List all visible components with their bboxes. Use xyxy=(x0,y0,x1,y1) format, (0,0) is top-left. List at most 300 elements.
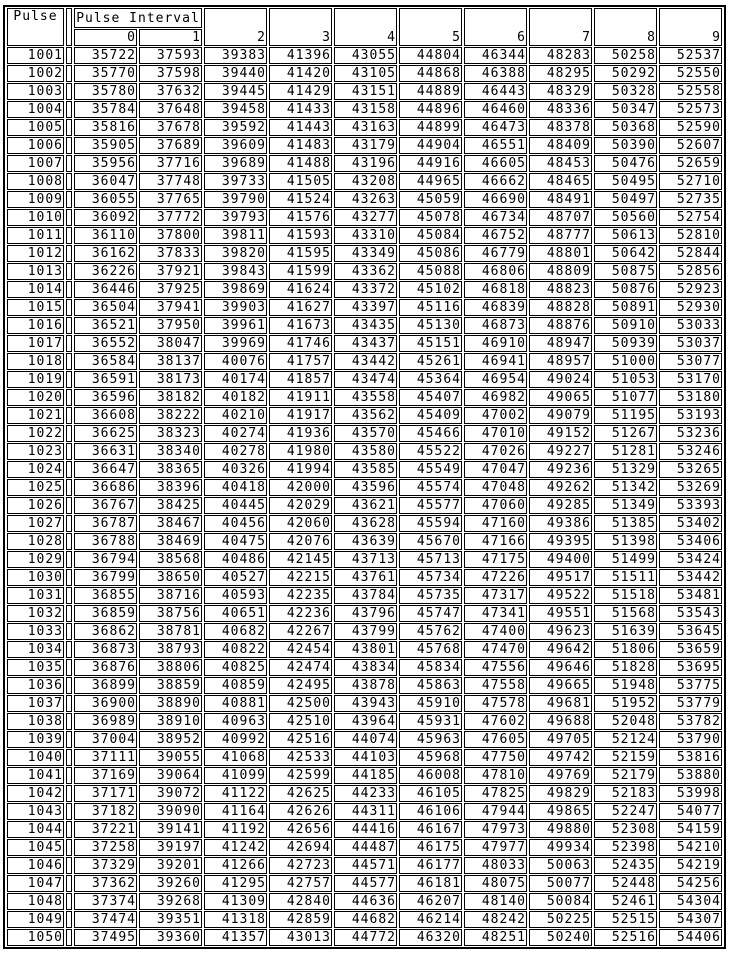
interval-cell: 42267 xyxy=(269,623,332,640)
interval-cell: 48140 xyxy=(464,893,527,910)
interval-cell: 43435 xyxy=(334,317,397,334)
interval-cell: 47175 xyxy=(464,551,527,568)
interval-cell: 52183 xyxy=(594,785,657,802)
table-row xyxy=(7,263,722,280)
interval-cell: 43799 xyxy=(334,623,397,640)
interval-cell: 41757 xyxy=(269,353,332,370)
column-gap-spacer xyxy=(66,47,72,64)
interval-cell: 41673 xyxy=(269,317,332,334)
interval-cell: 41911 xyxy=(269,389,332,406)
interval-cell: 36788 xyxy=(74,533,137,550)
interval-cell: 43964 xyxy=(334,713,397,730)
interval-cell: 44571 xyxy=(334,857,397,874)
interval-cell: 51195 xyxy=(594,407,657,424)
interval-cell: 40682 xyxy=(204,623,267,640)
interval-cell: 51828 xyxy=(594,659,657,676)
table-row xyxy=(7,497,722,514)
pulse-cell: 1021 xyxy=(7,407,64,424)
interval-cell: 47060 xyxy=(464,497,527,514)
interval-cell: 45102 xyxy=(399,281,462,298)
column-gap-spacer xyxy=(66,821,72,838)
interval-cell: 36521 xyxy=(74,317,137,334)
interval-cell: 38467 xyxy=(139,515,202,532)
interval-cell: 39440 xyxy=(204,65,267,82)
interval-cell: 41524 xyxy=(269,191,332,208)
interval-cell: 47602 xyxy=(464,713,527,730)
interval-cell: 53816 xyxy=(659,749,722,766)
interval-cell: 41433 xyxy=(269,101,332,118)
interval-cell: 38859 xyxy=(139,677,202,694)
interval-cell: 35780 xyxy=(74,83,137,100)
interval-cell: 36873 xyxy=(74,641,137,658)
interval-cell: 43397 xyxy=(334,299,397,316)
interval-cell: 45086 xyxy=(399,245,462,262)
interval-cell: 52461 xyxy=(594,893,657,910)
pulse-cell: 1004 xyxy=(7,101,64,118)
interval-cell: 40825 xyxy=(204,659,267,676)
table-row xyxy=(7,587,722,604)
interval-cell: 50875 xyxy=(594,263,657,280)
interval-cell: 46910 xyxy=(464,335,527,352)
interval-cell: 38910 xyxy=(139,713,202,730)
interval-cell: 42474 xyxy=(269,659,332,676)
interval-cell: 52398 xyxy=(594,839,657,856)
interval-cell: 52247 xyxy=(594,803,657,820)
interval-cell: 46167 xyxy=(399,821,462,838)
column-gap-spacer xyxy=(66,101,72,118)
column-gap-spacer xyxy=(66,227,72,244)
interval-cell: 35956 xyxy=(74,155,137,172)
table-row xyxy=(7,605,722,622)
interval-column-header-7: 7 xyxy=(529,8,592,46)
interval-cell: 44487 xyxy=(334,839,397,856)
interval-cell: 49681 xyxy=(529,695,592,712)
interval-cell: 51329 xyxy=(594,461,657,478)
interval-cell: 45151 xyxy=(399,335,462,352)
interval-cell: 52710 xyxy=(659,173,722,190)
interval-cell: 43263 xyxy=(334,191,397,208)
interval-cell: 36162 xyxy=(74,245,137,262)
interval-cell: 45734 xyxy=(399,569,462,586)
interval-cell: 44416 xyxy=(334,821,397,838)
interval-cell: 43372 xyxy=(334,281,397,298)
interval-cell: 42533 xyxy=(269,749,332,766)
interval-cell: 41857 xyxy=(269,371,332,388)
table-row xyxy=(7,119,722,136)
table-row xyxy=(7,281,722,298)
interval-cell: 50476 xyxy=(594,155,657,172)
interval-cell: 38781 xyxy=(139,623,202,640)
interval-cell: 48336 xyxy=(529,101,592,118)
table-row xyxy=(7,911,722,928)
interval-cell: 38047 xyxy=(139,335,202,352)
interval-cell: 35905 xyxy=(74,137,137,154)
interval-cell: 45968 xyxy=(399,749,462,766)
table-row xyxy=(7,515,722,532)
table-row xyxy=(7,623,722,640)
column-gap-spacer xyxy=(66,65,72,82)
interval-cell: 39811 xyxy=(204,227,267,244)
interval-cell: 39733 xyxy=(204,173,267,190)
column-gap-spacer xyxy=(66,443,72,460)
interval-cell: 40651 xyxy=(204,605,267,622)
interval-cell: 42236 xyxy=(269,605,332,622)
interval-cell: 43013 xyxy=(269,929,332,946)
pulse-cell: 1011 xyxy=(7,227,64,244)
interval-cell: 52308 xyxy=(594,821,657,838)
table-body xyxy=(7,47,722,946)
interval-cell: 41309 xyxy=(204,893,267,910)
interval-cell: 41488 xyxy=(269,155,332,172)
table-row xyxy=(7,173,722,190)
interval-cell: 46752 xyxy=(464,227,527,244)
pulse-cell: 1046 xyxy=(7,857,64,874)
interval-cell: 44682 xyxy=(334,911,397,928)
interval-cell: 37925 xyxy=(139,281,202,298)
pulse-cell: 1023 xyxy=(7,443,64,460)
interval-cell: 51385 xyxy=(594,515,657,532)
interval-cell: 46460 xyxy=(464,101,527,118)
interval-cell: 43179 xyxy=(334,137,397,154)
column-gap-spacer xyxy=(66,263,72,280)
pulse-cell: 1038 xyxy=(7,713,64,730)
pulse-cell: 1033 xyxy=(7,623,64,640)
interval-cell: 49665 xyxy=(529,677,592,694)
interval-cell: 38756 xyxy=(139,605,202,622)
interval-cell: 36047 xyxy=(74,173,137,190)
interval-cell: 53393 xyxy=(659,497,722,514)
interval-cell: 48453 xyxy=(529,155,592,172)
interval-cell: 49517 xyxy=(529,569,592,586)
interval-cell: 53543 xyxy=(659,605,722,622)
interval-cell: 35784 xyxy=(74,101,137,118)
interval-cell: 37921 xyxy=(139,263,202,280)
column-gap-spacer xyxy=(66,245,72,262)
table-row xyxy=(7,317,722,334)
interval-cell: 44311 xyxy=(334,803,397,820)
interval-cell: 50225 xyxy=(529,911,592,928)
interval-cell: 52607 xyxy=(659,137,722,154)
interval-cell: 51349 xyxy=(594,497,657,514)
interval-cell: 42599 xyxy=(269,767,332,784)
interval-cell: 44804 xyxy=(399,47,462,64)
interval-cell: 50891 xyxy=(594,299,657,316)
interval-cell: 42757 xyxy=(269,875,332,892)
interval-cell: 41242 xyxy=(204,839,267,856)
interval-cell: 41443 xyxy=(269,119,332,136)
interval-cell: 40278 xyxy=(204,443,267,460)
interval-column-header-4: 4 xyxy=(334,8,397,46)
interval-cell: 45768 xyxy=(399,641,462,658)
interval-cell: 51948 xyxy=(594,677,657,694)
interval-cell: 39592 xyxy=(204,119,267,136)
interval-cell: 53033 xyxy=(659,317,722,334)
interval-cell: 51077 xyxy=(594,389,657,406)
table-row xyxy=(7,353,722,370)
table-row xyxy=(7,749,722,766)
interval-cell: 39197 xyxy=(139,839,202,856)
interval-cell: 41599 xyxy=(269,263,332,280)
table-row xyxy=(7,479,722,496)
pulse-cell: 1002 xyxy=(7,65,64,82)
column-gap-spacer xyxy=(66,731,72,748)
interval-cell: 39458 xyxy=(204,101,267,118)
table-row xyxy=(7,101,722,118)
pulse-cell: 1008 xyxy=(7,173,64,190)
interval-cell: 49386 xyxy=(529,515,592,532)
column-gap-spacer xyxy=(66,695,72,712)
pulse-cell: 1030 xyxy=(7,569,64,586)
column-gap-spacer xyxy=(66,299,72,316)
table-row xyxy=(7,857,722,874)
table-row xyxy=(7,695,722,712)
interval-cell: 36787 xyxy=(74,515,137,532)
interval-cell: 45522 xyxy=(399,443,462,460)
column-gap-spacer xyxy=(66,407,72,424)
interval-cell: 45549 xyxy=(399,461,462,478)
interval-cell: 47605 xyxy=(464,731,527,748)
interval-cell: 45084 xyxy=(399,227,462,244)
interval-cell: 45059 xyxy=(399,191,462,208)
interval-cell: 43277 xyxy=(334,209,397,226)
pulse-cell: 1024 xyxy=(7,461,64,478)
pulse-cell: 1003 xyxy=(7,83,64,100)
interval-cell: 36504 xyxy=(74,299,137,316)
interval-cell: 43784 xyxy=(334,587,397,604)
interval-cell: 52448 xyxy=(594,875,657,892)
interval-cell: 43151 xyxy=(334,83,397,100)
interval-cell: 40822 xyxy=(204,641,267,658)
interval-cell: 46177 xyxy=(399,857,462,874)
interval-cell: 49688 xyxy=(529,713,592,730)
interval-cell: 52573 xyxy=(659,101,722,118)
column-gap-spacer xyxy=(66,677,72,694)
interval-cell: 43442 xyxy=(334,353,397,370)
interval-cell: 39055 xyxy=(139,749,202,766)
interval-cell: 53880 xyxy=(659,767,722,784)
header-row-group xyxy=(7,8,722,28)
table-row xyxy=(7,137,722,154)
interval-cell: 43596 xyxy=(334,479,397,496)
interval-cell: 42656 xyxy=(269,821,332,838)
interval-cell: 47048 xyxy=(464,479,527,496)
interval-cell: 46551 xyxy=(464,137,527,154)
interval-cell: 36596 xyxy=(74,389,137,406)
pulse-cell: 1029 xyxy=(7,551,64,568)
interval-cell: 52590 xyxy=(659,119,722,136)
interval-cell: 54304 xyxy=(659,893,722,910)
interval-cell: 54406 xyxy=(659,929,722,946)
interval-cell: 42626 xyxy=(269,803,332,820)
interval-cell: 39820 xyxy=(204,245,267,262)
interval-cell: 49079 xyxy=(529,407,592,424)
interval-cell: 53180 xyxy=(659,389,722,406)
interval-cell: 36989 xyxy=(74,713,137,730)
interval-cell: 36876 xyxy=(74,659,137,676)
interval-cell: 37748 xyxy=(139,173,202,190)
interval-cell: 48329 xyxy=(529,83,592,100)
table-row xyxy=(7,227,722,244)
column-gap-spacer xyxy=(66,317,72,334)
interval-cell: 38469 xyxy=(139,533,202,550)
interval-cell: 46443 xyxy=(464,83,527,100)
column-gap-spacer xyxy=(66,569,72,586)
interval-cell: 44904 xyxy=(399,137,462,154)
interval-cell: 49065 xyxy=(529,389,592,406)
interval-cell: 43474 xyxy=(334,371,397,388)
interval-cell: 43639 xyxy=(334,533,397,550)
interval-cell: 41917 xyxy=(269,407,332,424)
interval-cell: 36226 xyxy=(74,263,137,280)
interval-cell: 37716 xyxy=(139,155,202,172)
interval-cell: 41295 xyxy=(204,875,267,892)
interval-cell: 53236 xyxy=(659,425,722,442)
column-gap-spacer xyxy=(66,893,72,910)
pulse-cell: 1048 xyxy=(7,893,64,910)
interval-cell: 42625 xyxy=(269,785,332,802)
interval-cell: 51000 xyxy=(594,353,657,370)
interval-cell: 45078 xyxy=(399,209,462,226)
table-row xyxy=(7,785,722,802)
interval-cell: 41122 xyxy=(204,785,267,802)
interval-cell: 53193 xyxy=(659,407,722,424)
interval-cell: 41318 xyxy=(204,911,267,928)
table-row xyxy=(7,641,722,658)
interval-cell: 45713 xyxy=(399,551,462,568)
interval-cell: 40881 xyxy=(204,695,267,712)
interval-cell: 40076 xyxy=(204,353,267,370)
interval-cell: 44868 xyxy=(399,65,462,82)
column-gap-spacer xyxy=(66,209,72,226)
pulse-cell: 1018 xyxy=(7,353,64,370)
interval-cell: 47400 xyxy=(464,623,527,640)
table-row xyxy=(7,83,722,100)
interval-cell: 37593 xyxy=(139,47,202,64)
interval-cell: 42859 xyxy=(269,911,332,928)
interval-cell: 53406 xyxy=(659,533,722,550)
interval-cell: 45574 xyxy=(399,479,462,496)
interval-cell: 37598 xyxy=(139,65,202,82)
pulse-cell: 1026 xyxy=(7,497,64,514)
column-gap-spacer xyxy=(66,803,72,820)
interval-cell: 46175 xyxy=(399,839,462,856)
interval-cell: 54219 xyxy=(659,857,722,874)
interval-column-header-2: 2 xyxy=(204,8,267,46)
interval-cell: 53790 xyxy=(659,731,722,748)
pulse-cell: 1032 xyxy=(7,605,64,622)
column-gap-spacer xyxy=(66,461,72,478)
interval-cell: 48707 xyxy=(529,209,592,226)
interval-cell: 39072 xyxy=(139,785,202,802)
interval-cell: 53998 xyxy=(659,785,722,802)
interval-cell: 40174 xyxy=(204,371,267,388)
interval-cell: 46734 xyxy=(464,209,527,226)
table-row xyxy=(7,677,722,694)
interval-cell: 42060 xyxy=(269,515,332,532)
pulse-cell: 1044 xyxy=(7,821,64,838)
interval-cell: 39201 xyxy=(139,857,202,874)
interval-cell: 36552 xyxy=(74,335,137,352)
interval-cell: 41980 xyxy=(269,443,332,460)
interval-cell: 36862 xyxy=(74,623,137,640)
interval-cell: 46839 xyxy=(464,299,527,316)
interval-cell: 52856 xyxy=(659,263,722,280)
interval-cell: 42500 xyxy=(269,695,332,712)
pulse-cell: 1006 xyxy=(7,137,64,154)
interval-column-header-9: 9 xyxy=(659,8,722,46)
interval-cell: 46344 xyxy=(464,47,527,64)
interval-cell: 52435 xyxy=(594,857,657,874)
interval-cell: 46105 xyxy=(399,785,462,802)
column-gap-spacer xyxy=(66,605,72,622)
interval-cell: 37221 xyxy=(74,821,137,838)
interval-cell: 41396 xyxy=(269,47,332,64)
table-row xyxy=(7,155,722,172)
pulse-cell: 1043 xyxy=(7,803,64,820)
pulse-interval-table-frame xyxy=(3,5,726,949)
pulse-cell: 1007 xyxy=(7,155,64,172)
interval-column-header-3: 3 xyxy=(269,8,332,46)
interval-cell: 49262 xyxy=(529,479,592,496)
pulse-cell: 1016 xyxy=(7,317,64,334)
interval-cell: 52516 xyxy=(594,929,657,946)
column-gap-spacer xyxy=(66,119,72,136)
interval-cell: 50495 xyxy=(594,173,657,190)
interval-cell: 37648 xyxy=(139,101,202,118)
pulse-cell: 1047 xyxy=(7,875,64,892)
interval-cell: 44103 xyxy=(334,749,397,766)
table-row xyxy=(7,893,722,910)
pulse-cell: 1001 xyxy=(7,47,64,64)
interval-cell: 48295 xyxy=(529,65,592,82)
interval-cell: 37182 xyxy=(74,803,137,820)
interval-cell: 52930 xyxy=(659,299,722,316)
pulse-cell: 1037 xyxy=(7,695,64,712)
interval-cell: 49934 xyxy=(529,839,592,856)
interval-cell: 42235 xyxy=(269,587,332,604)
interval-cell: 43558 xyxy=(334,389,397,406)
interval-cell: 45963 xyxy=(399,731,462,748)
column-gap-spacer xyxy=(66,533,72,550)
interval-cell: 47973 xyxy=(464,821,527,838)
interval-cell: 45594 xyxy=(399,515,462,532)
interval-cell: 36899 xyxy=(74,677,137,694)
interval-cell: 35816 xyxy=(74,119,137,136)
interval-cell: 52159 xyxy=(594,749,657,766)
interval-cell: 52537 xyxy=(659,47,722,64)
column-gap-spacer xyxy=(66,857,72,874)
interval-cell: 45834 xyxy=(399,659,462,676)
interval-cell: 52124 xyxy=(594,731,657,748)
interval-cell: 39360 xyxy=(139,929,202,946)
interval-cell: 37941 xyxy=(139,299,202,316)
interval-cell: 42516 xyxy=(269,731,332,748)
interval-cell: 49551 xyxy=(529,605,592,622)
column-gap-spacer xyxy=(66,335,72,352)
interval-cell: 40274 xyxy=(204,425,267,442)
interval-cell: 49400 xyxy=(529,551,592,568)
interval-cell: 52179 xyxy=(594,767,657,784)
interval-cell: 45364 xyxy=(399,371,462,388)
column-gap-spacer xyxy=(66,173,72,190)
interval-cell: 36631 xyxy=(74,443,137,460)
interval-cell: 37258 xyxy=(74,839,137,856)
interval-cell: 38952 xyxy=(139,731,202,748)
interval-cell: 47977 xyxy=(464,839,527,856)
column-gap-spacer xyxy=(66,8,72,46)
interval-cell: 47026 xyxy=(464,443,527,460)
interval-cell: 44074 xyxy=(334,731,397,748)
